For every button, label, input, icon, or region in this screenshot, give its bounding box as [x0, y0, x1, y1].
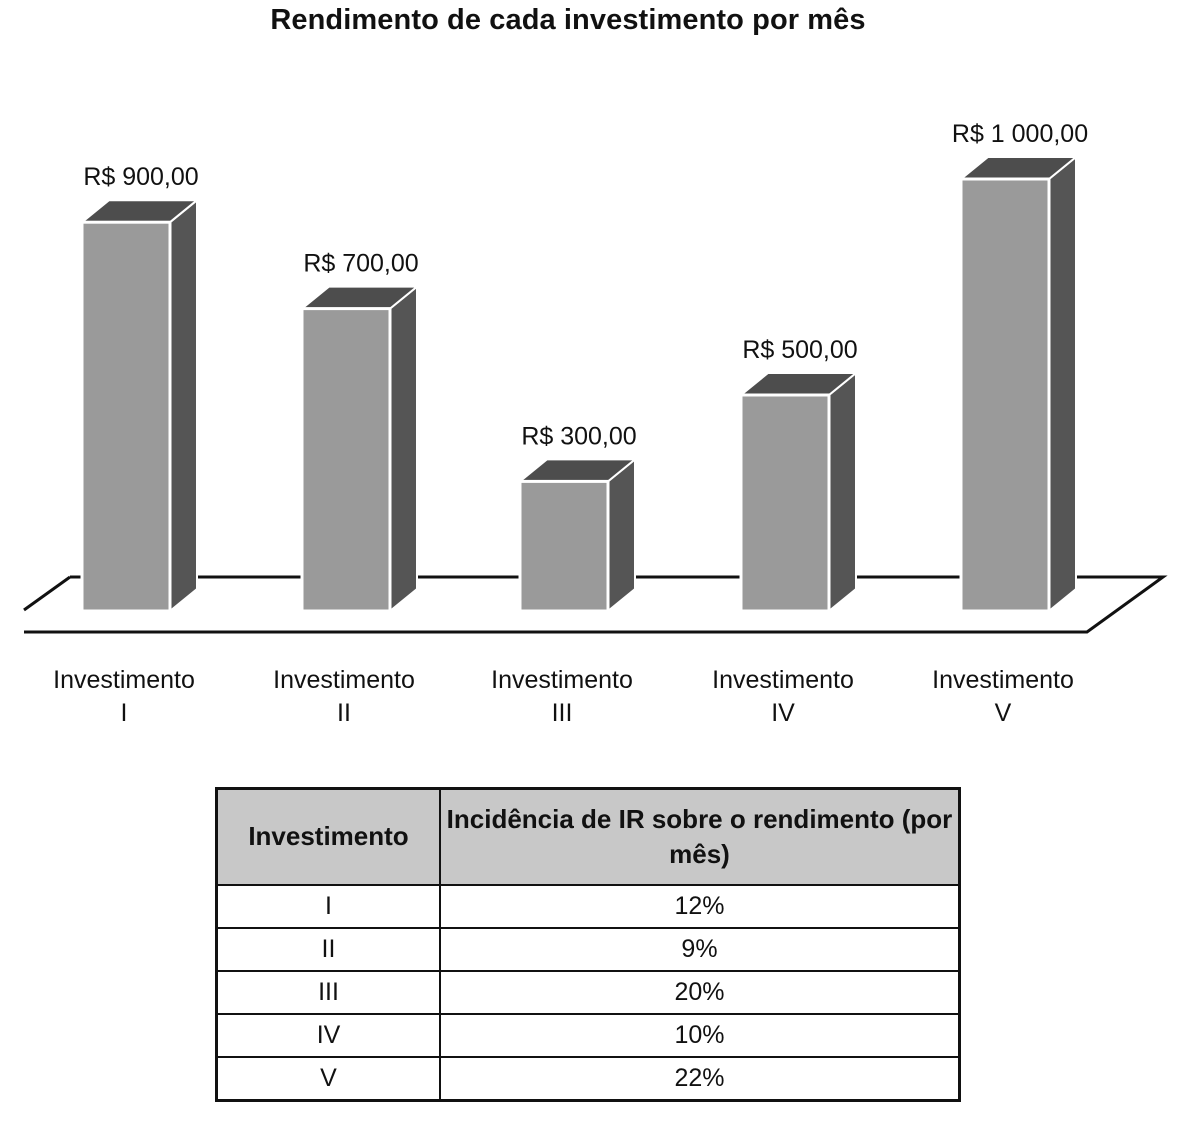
category-label: Investimento: [53, 666, 195, 694]
ir-table: [215, 787, 961, 1102]
chart-title: Rendimento de cada investimento por mês: [270, 4, 866, 36]
bar-value-label: R$ 1 000,00: [951, 120, 1089, 148]
table-row: [217, 1057, 960, 1101]
bar-3: [520, 459, 635, 611]
table-cell-ir: 20%: [440, 971, 960, 1014]
table-row: [217, 971, 960, 1014]
bar-front: [741, 395, 829, 611]
category-label: Investimento: [932, 666, 1074, 694]
category-numeral: III: [551, 699, 573, 727]
table-row: [217, 928, 960, 971]
header-incidencia-ir: Incidência de IR sobre o rendimento (por mês): [440, 789, 960, 886]
bar-front: [302, 309, 390, 611]
bar-front: [961, 179, 1049, 611]
category-label: Investimento: [491, 666, 633, 694]
bar-1: [82, 200, 197, 611]
table-row: [217, 885, 960, 928]
table-cell-ir: 10%: [440, 1014, 960, 1057]
header-investimento: Investimento: [217, 789, 441, 886]
bar-value-label: R$ 500,00: [742, 336, 858, 364]
category-numeral: II: [337, 699, 351, 727]
bar-side: [170, 200, 197, 611]
category-numeral: I: [120, 699, 128, 727]
category-label: Investimento: [273, 666, 415, 694]
table-row: [217, 1014, 960, 1057]
table-cell-ir: 9%: [440, 928, 960, 971]
table-cell-ir: 22%: [440, 1057, 960, 1101]
bars-layer: [82, 157, 1076, 611]
bar-side: [608, 459, 635, 611]
bar-side: [1049, 157, 1076, 611]
bar-side: [829, 373, 856, 611]
table-cell-investimento: IV: [217, 1014, 441, 1057]
chart-floor-left-edge: [24, 577, 70, 610]
bar-4: [741, 373, 856, 611]
table-cell-investimento: III: [217, 971, 441, 1014]
bar-2: [302, 287, 417, 611]
bar-value-label: R$ 900,00: [83, 163, 199, 192]
category-numeral: IV: [771, 699, 795, 727]
bar-front: [82, 222, 170, 611]
category-numeral: V: [994, 699, 1012, 727]
table-cell-investimento: II: [217, 928, 441, 971]
bar-5: [961, 157, 1076, 611]
table-cell-investimento: V: [217, 1057, 441, 1101]
bar-side: [390, 287, 417, 611]
table-cell-investimento: I: [217, 885, 441, 928]
bar-front: [520, 481, 608, 611]
bar-value-label: R$ 300,00: [521, 422, 637, 451]
table-cell-ir: 12%: [440, 885, 960, 928]
bar-value-label: R$ 700,00: [303, 249, 419, 278]
table-header-row: [217, 789, 960, 886]
category-label: Investimento: [712, 666, 854, 694]
